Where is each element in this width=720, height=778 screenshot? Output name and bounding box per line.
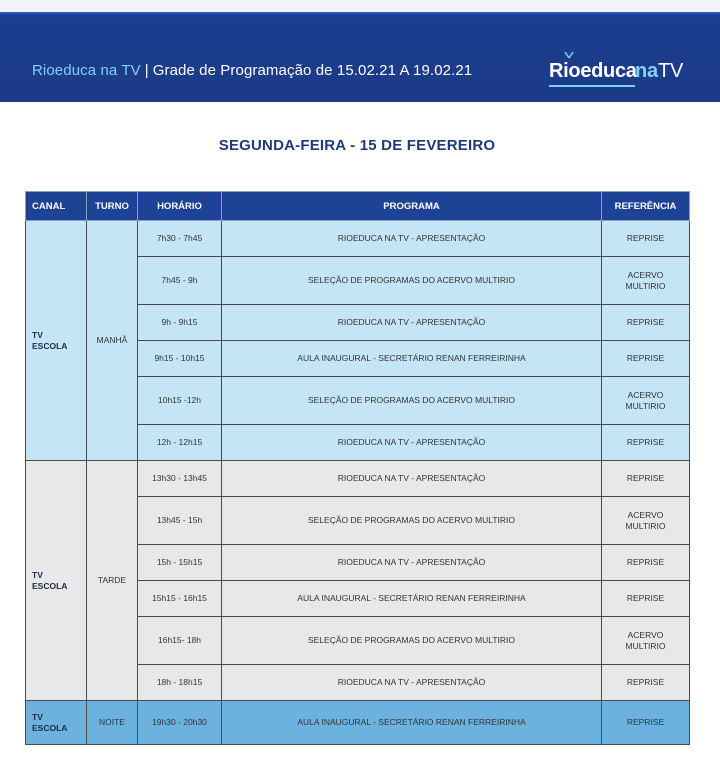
cell-referencia: REPRISE <box>602 545 690 581</box>
cell-turno: TARDE <box>87 461 138 701</box>
cell-programa: AULA INAUGURAL - SECRETÁRIO RENAN FERREIRINHA <box>222 581 602 617</box>
cell-referencia: REPRISE <box>602 425 690 461</box>
cell-programa: SELEÇÃO DE PROGRAMAS DO ACERVO MULTIRIO <box>222 497 602 545</box>
cell-canal: TV ESCOLA <box>26 701 87 745</box>
cell-referencia: REPRISE <box>602 341 690 377</box>
cell-canal: TV ESCOLA <box>26 221 87 461</box>
schedule-table <box>25 191 690 745</box>
cell-programa: AULA INAUGURAL - SECRETÁRIO RENAN FERREIRINHA <box>222 701 602 745</box>
cell-horario: 15h15 - 16h15 <box>138 581 222 617</box>
cell-horario: 13h45 - 15h <box>138 497 222 545</box>
schedule-subtitle: Grade de Programação de 15.02.21 A 19.02.21 <box>152 62 473 79</box>
cell-programa: RIOEDUCA NA TV - APRESENTAÇÃO <box>222 461 602 497</box>
cell-referencia: REPRISE <box>602 221 690 257</box>
cell-canal: TV ESCOLA <box>26 461 87 701</box>
rioeduca-logo <box>549 54 699 88</box>
cell-programa: RIOEDUCA NA TV - APRESENTAÇÃO <box>222 665 602 701</box>
cell-horario: 9h15 - 10h15 <box>138 341 222 377</box>
col-header-referencia: REFERÊNCIA <box>602 192 690 221</box>
logo-tv-word: TV <box>657 60 684 82</box>
cell-horario: 15h - 15h15 <box>138 545 222 581</box>
cell-programa: AULA INAUGURAL - SECRETÁRIO RENAN FERREIRINHA <box>222 341 602 377</box>
cell-horario: 10h15 -12h <box>138 377 222 425</box>
cell-turno: NOITE <box>87 701 138 745</box>
cell-programa: SELEÇÃO DE PROGRAMAS DO ACERVO MULTIRIO <box>222 257 602 305</box>
cell-horario: 7h30 - 7h45 <box>138 221 222 257</box>
table-header-row <box>26 192 690 221</box>
cell-referencia: REPRISE <box>602 581 690 617</box>
cell-referencia: REPRISE <box>602 701 690 745</box>
cell-horario: 7h45 - 9h <box>138 257 222 305</box>
table-body <box>26 221 690 745</box>
cell-referencia: ACERVO MULTIRIO <box>602 617 690 665</box>
cell-referencia: REPRISE <box>602 461 690 497</box>
col-header-canal: CANAL <box>26 192 87 221</box>
table-row <box>26 461 690 497</box>
logo-tv-text <box>635 60 683 83</box>
col-header-horario: HORÁRIO <box>138 192 222 221</box>
cell-programa: SELEÇÃO DE PROGRAMAS DO ACERVO MULTIRIO <box>222 617 602 665</box>
cell-programa: RIOEDUCA NA TV - APRESENTAÇÃO <box>222 545 602 581</box>
cell-referencia: ACERVO MULTIRIO <box>602 497 690 545</box>
logo-na-text: na <box>635 60 658 82</box>
cell-referencia: ACERVO MULTIRIO <box>602 377 690 425</box>
table-row <box>26 701 690 745</box>
cell-horario: 19h30 - 20h30 <box>138 701 222 745</box>
cell-horario: 18h - 18h15 <box>138 665 222 701</box>
col-header-programa: PROGRAMA <box>222 192 602 221</box>
title-separator: | <box>144 62 149 79</box>
day-heading: SEGUNDA-FEIRA - 15 DE FEVEREIRO <box>218 137 496 154</box>
logo-underline <box>549 85 635 87</box>
header-banner <box>0 12 720 102</box>
cell-referencia: ACERVO MULTIRIO <box>602 257 690 305</box>
cell-horario: 12h - 12h15 <box>138 425 222 461</box>
cell-turno: MANHÃ <box>87 221 138 461</box>
brand-name: Rioeduca na TV <box>32 62 141 79</box>
cell-programa: RIOEDUCA NA TV - APRESENTAÇÃO <box>222 221 602 257</box>
cell-programa: RIOEDUCA NA TV - APRESENTAÇÃO <box>222 425 602 461</box>
banner-title <box>32 62 472 79</box>
col-header-turno: TURNO <box>87 192 138 221</box>
table-row <box>26 221 690 257</box>
cell-programa: SELEÇÃO DE PROGRAMAS DO ACERVO MULTIRIO <box>222 377 602 425</box>
cell-referencia: REPRISE <box>602 305 690 341</box>
cell-programa: RIOEDUCA NA TV - APRESENTAÇÃO <box>222 305 602 341</box>
cell-horario: 9h - 9h15 <box>138 305 222 341</box>
cell-horario: 16h15- 18h <box>138 617 222 665</box>
cell-referencia: REPRISE <box>602 665 690 701</box>
logo-main-text: Rioeduca <box>549 60 637 82</box>
top-strip <box>0 0 720 12</box>
cell-horario: 13h30 - 13h45 <box>138 461 222 497</box>
tv-antenna-icon <box>561 52 577 60</box>
